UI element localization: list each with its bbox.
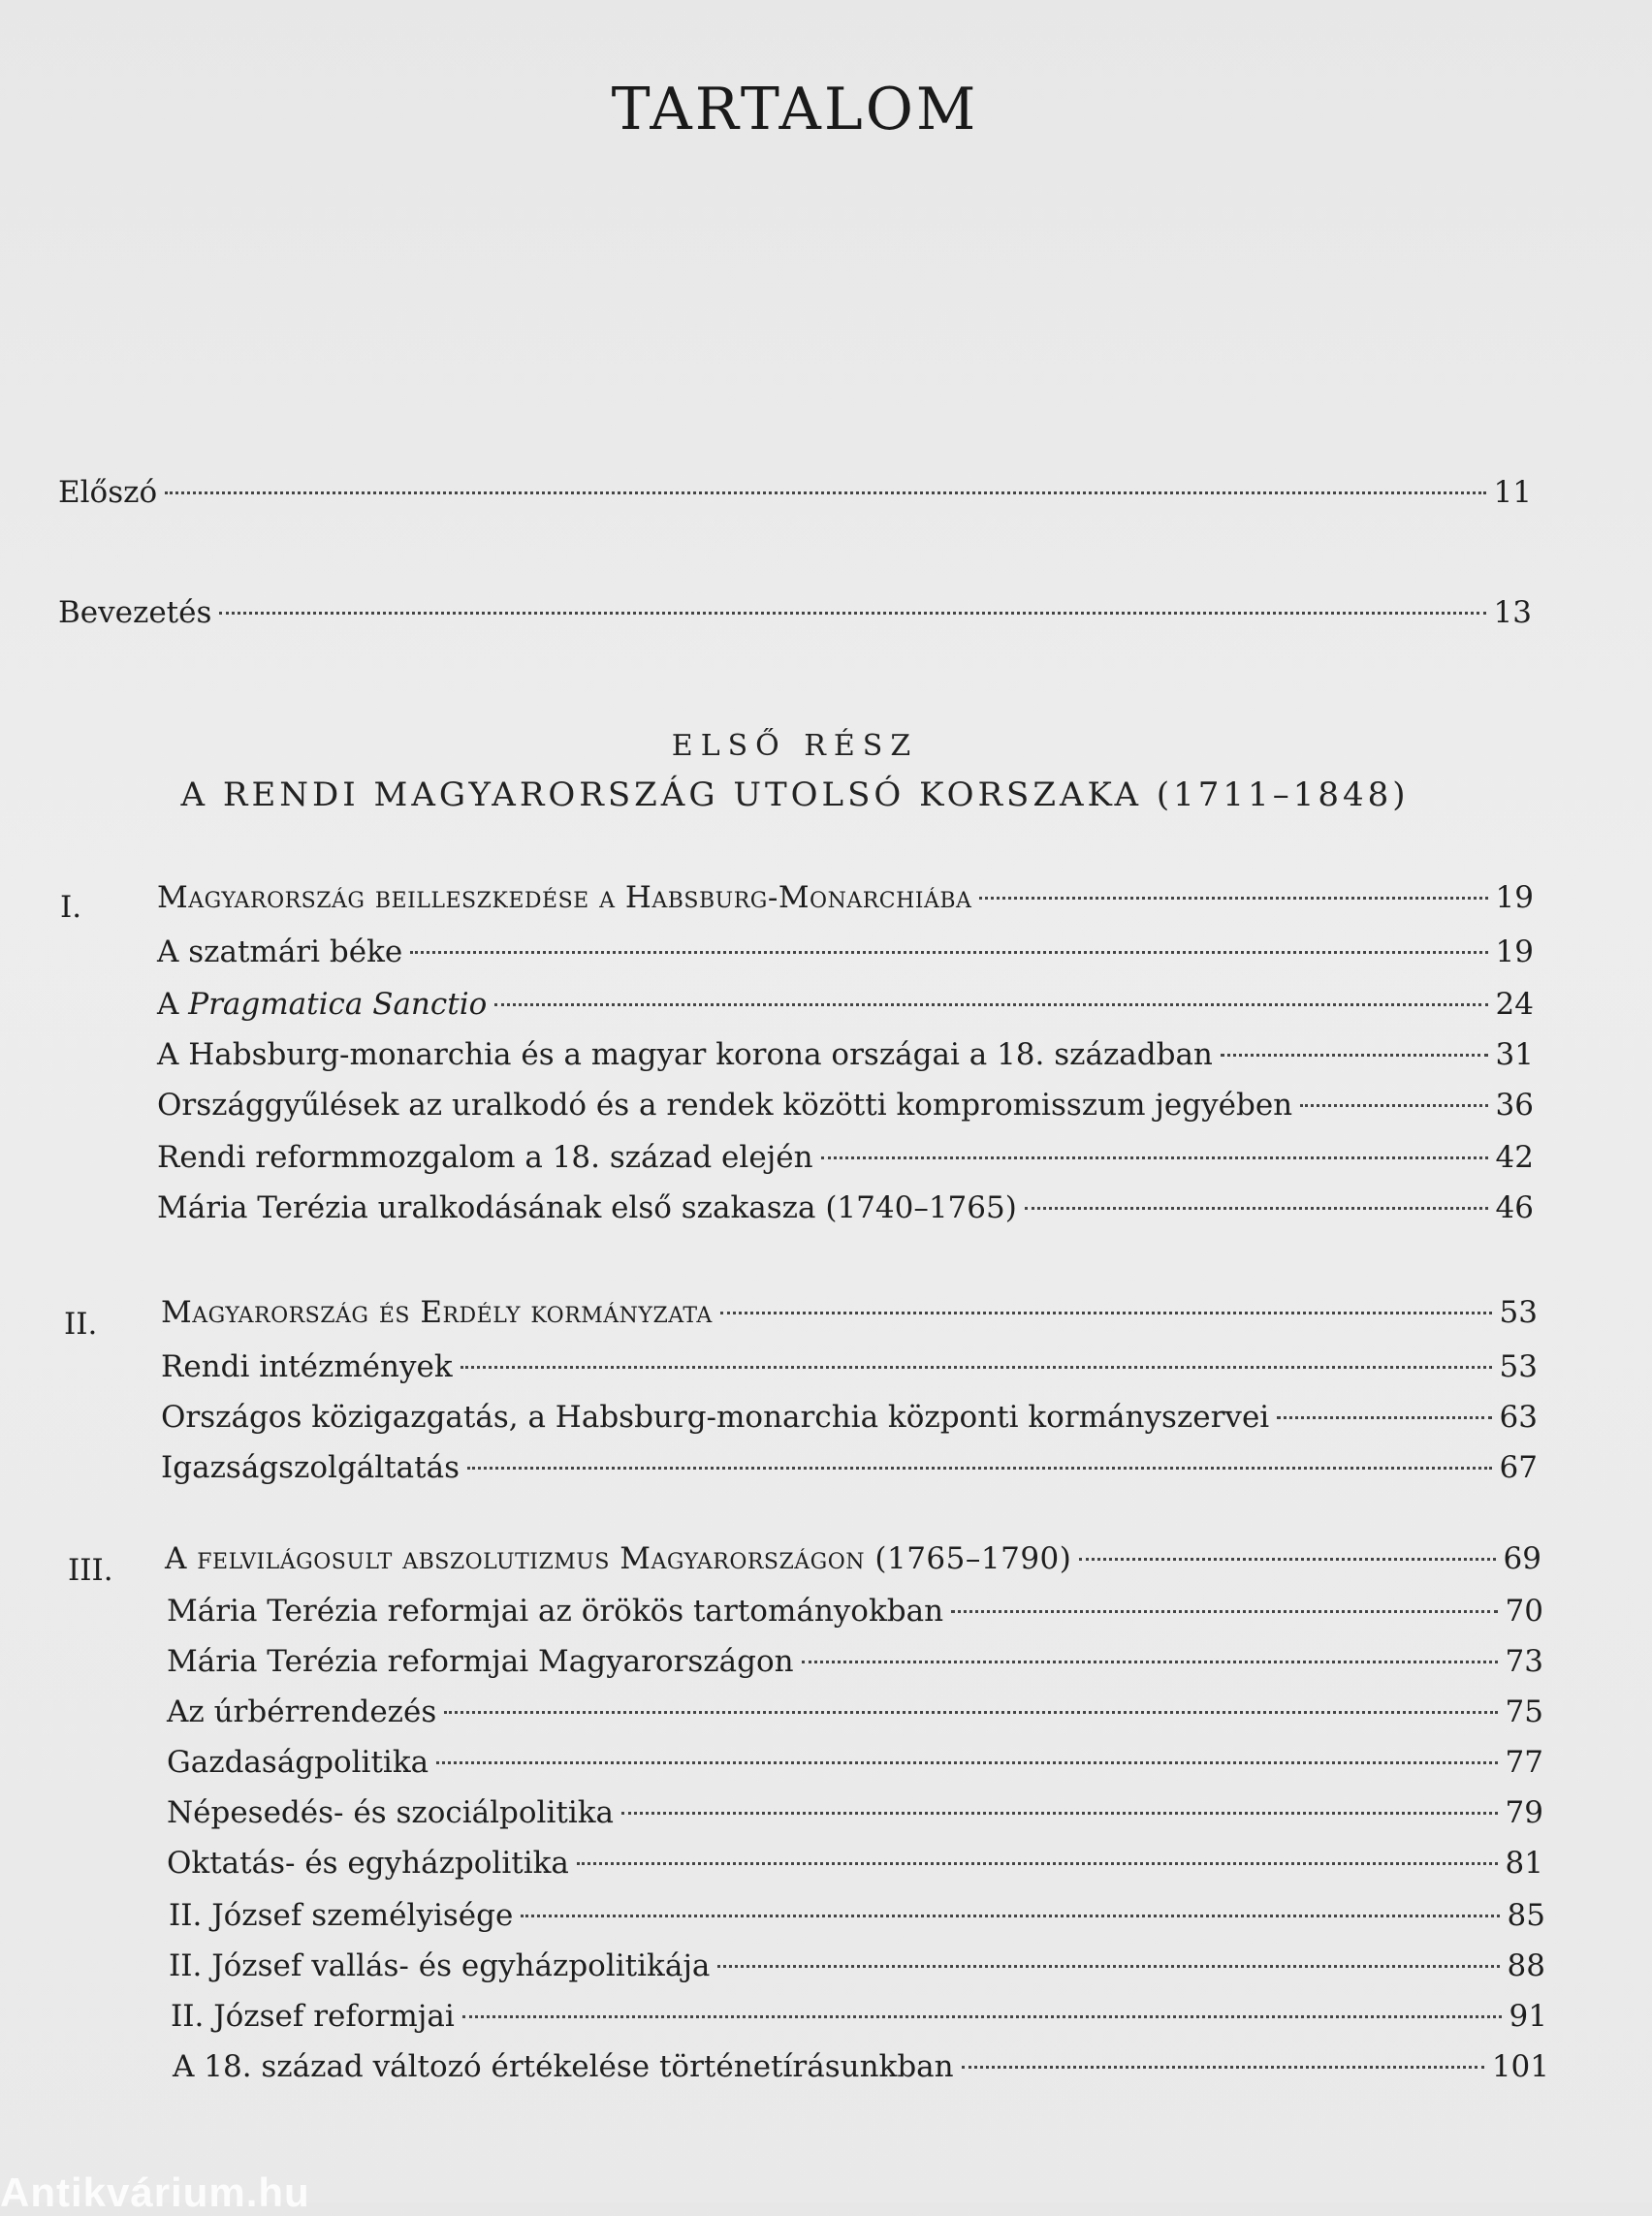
section-entry (157, 1035, 1534, 1074)
chapter-heading (161, 1293, 1538, 1332)
section-page: 31 (1495, 1037, 1534, 1072)
section-title: Oktatás- és egyházpolitika (167, 1846, 569, 1881)
section-title: Gazdaságpolitika (167, 1745, 429, 1780)
section-entry (157, 1086, 1534, 1124)
dot-leader (1300, 1104, 1487, 1107)
dot-leader (951, 1610, 1498, 1613)
section-title: A 18. század változó értékelése történetírásunkban (173, 2049, 954, 2084)
chapter-heading (157, 878, 1534, 917)
section-entry (161, 1347, 1538, 1386)
section-page: 81 (1505, 1846, 1543, 1881)
dot-leader (821, 1156, 1488, 1159)
dot-leader (436, 1761, 1497, 1764)
section-page: 63 (1499, 1400, 1538, 1435)
section-page: 53 (1499, 1349, 1538, 1384)
section-title: Mária Terézia reformjai Magyarországon (167, 1644, 794, 1679)
section-title: A Habsburg-monarchia és a magyar korona országai a 18. században (157, 1037, 1213, 1072)
section-title: A szatmári béke (157, 934, 403, 969)
section-page: 101 (1491, 2049, 1549, 2084)
toc-entry-page: 13 (1493, 595, 1532, 630)
section-page: 24 (1495, 987, 1534, 1022)
section-entry (171, 1997, 1547, 2036)
section-title: Rendi reformmozgalom a 18. század elején (157, 1140, 813, 1175)
section-page: 70 (1505, 1594, 1543, 1629)
dot-leader (979, 897, 1487, 900)
section-entry (167, 1642, 1543, 1681)
dot-leader (467, 1467, 1492, 1470)
chapter-number: I. (60, 890, 82, 925)
section-title: II. József személyisége (169, 1898, 514, 1933)
dot-leader (165, 491, 1485, 494)
dot-leader (577, 1862, 1498, 1865)
dot-leader (621, 1812, 1498, 1815)
section-page: 42 (1495, 1140, 1534, 1175)
section-entry (161, 1398, 1538, 1437)
dot-leader (444, 1711, 1497, 1714)
section-page: 91 (1509, 1999, 1547, 2034)
chapter-title: A felvilágosult abszolutizmus Magyarországon (1765–1790) (165, 1541, 1072, 1576)
dot-leader (521, 1915, 1499, 1917)
section-entry (157, 933, 1534, 971)
section-title: Mária Terézia reformjai az örökös tartományokban (167, 1594, 944, 1629)
chapter-number: II. (64, 1307, 98, 1342)
section-title: Népesedés- és szociálpolitika (167, 1795, 615, 1830)
dot-leader (802, 1661, 1498, 1663)
chapter-page: 69 (1503, 1541, 1541, 1576)
section-title: Országos közigazgatás, a Habsburg-monarchia központi kormányszervei (161, 1400, 1270, 1435)
dot-leader (410, 951, 1487, 954)
chapter-page: 53 (1499, 1295, 1538, 1330)
watermark: Antikvárium.hu (0, 2169, 310, 2215)
toc-entry-page: 11 (1493, 475, 1532, 510)
toc-entry-bevezetes (58, 593, 1532, 632)
page-title: TARTALOM (611, 76, 979, 143)
section-entry (169, 1947, 1545, 1985)
section-entry (157, 985, 1534, 1024)
section-title: Rendi intézmények (161, 1349, 453, 1384)
section-entry (167, 1693, 1543, 1731)
toc-entry-eloszo (58, 473, 1532, 512)
part-title: A RENDI MAGYARORSZÁG UTOLSÓ KORSZAKA (1711–1848) (180, 776, 1410, 814)
section-title: II. József vallás- és egyházpolitikája (169, 1948, 711, 1983)
section-page: 67 (1499, 1450, 1538, 1485)
section-title: Országgyűlések az uralkodó és a rendek közötti kompromisszum jegyében (157, 1088, 1293, 1123)
dot-leader (1221, 1054, 1488, 1057)
section-title: Igazságszolgáltatás (161, 1450, 460, 1485)
section-entry (161, 1448, 1538, 1487)
section-entry (167, 1743, 1543, 1782)
dot-leader (717, 1965, 1499, 1968)
section-entry (157, 1188, 1534, 1227)
section-page: 77 (1505, 1745, 1543, 1780)
section-entry (169, 1896, 1545, 1935)
toc-entry-label: Előszó (58, 475, 158, 510)
dot-leader (219, 612, 1485, 615)
section-title: Mária Terézia uralkodásának első szakasza (1740–1765) (157, 1190, 1017, 1225)
dot-leader (461, 1366, 1492, 1369)
dot-leader (494, 1003, 1487, 1006)
chapter-page: 19 (1495, 880, 1534, 915)
part-label: ELSŐ RÉSZ (671, 729, 919, 763)
dot-leader (962, 2066, 1484, 2069)
chapter-number: III. (68, 1553, 113, 1588)
dot-leader (720, 1312, 1492, 1314)
section-entry (173, 2047, 1549, 2086)
toc-entry-label: Bevezetés (58, 595, 212, 630)
chapter-title: Magyarország beilleszkedése a Habsburg-Monarchiába (157, 880, 972, 915)
section-page: 85 (1507, 1898, 1545, 1933)
section-page: 88 (1507, 1948, 1545, 1983)
section-page: 46 (1495, 1190, 1534, 1225)
section-title: A Pragmatica Sanctio (157, 987, 488, 1022)
section-title: Az úrbérrendezés (167, 1694, 437, 1729)
dot-leader (1025, 1207, 1488, 1210)
section-title: II. József reformjai (171, 1999, 455, 2034)
section-page: 79 (1505, 1795, 1543, 1830)
section-page: 19 (1495, 934, 1534, 969)
section-page: 73 (1505, 1644, 1543, 1679)
section-entry (167, 1592, 1543, 1630)
dot-leader (462, 2015, 1502, 2018)
section-entry (167, 1844, 1543, 1883)
section-page: 75 (1505, 1694, 1543, 1729)
chapter-title: Magyarország és Erdély kormányzata (161, 1295, 713, 1330)
section-page: 36 (1495, 1088, 1534, 1123)
section-entry (167, 1793, 1543, 1832)
section-entry (157, 1138, 1534, 1177)
dot-leader (1277, 1416, 1491, 1419)
dot-leader (1079, 1558, 1495, 1561)
chapter-heading (165, 1539, 1541, 1578)
